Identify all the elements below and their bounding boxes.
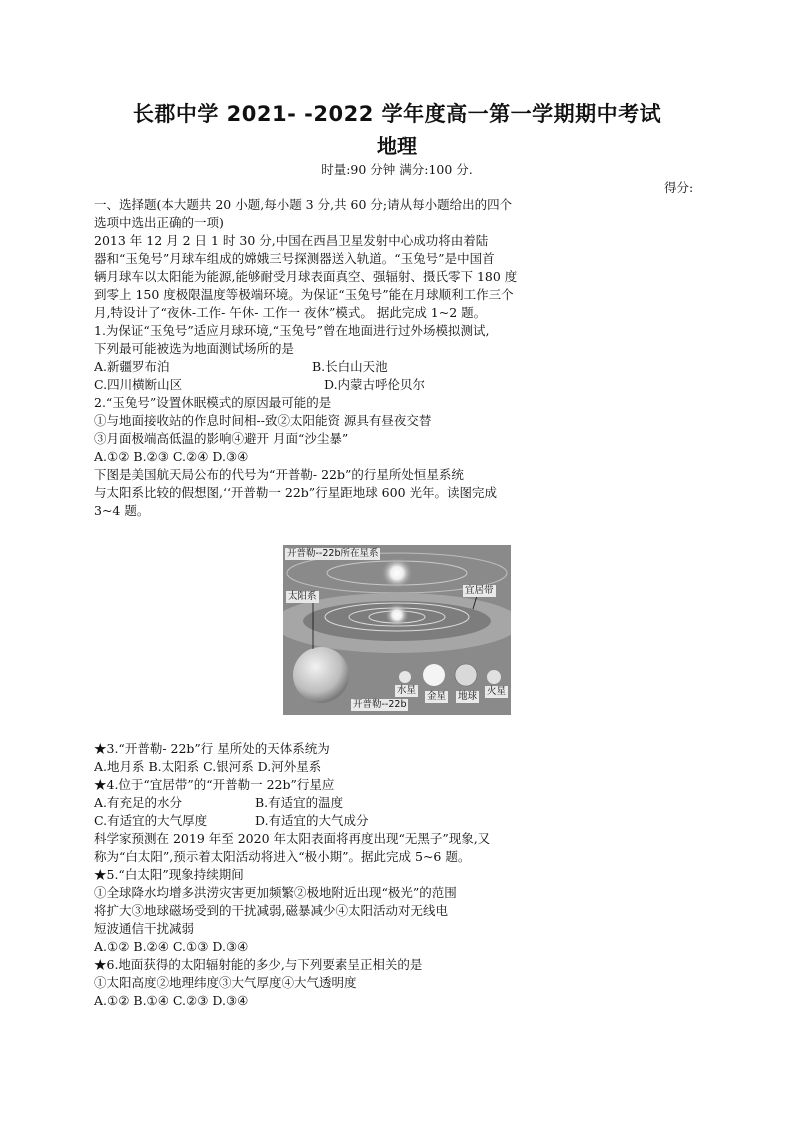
label-kepler22b: 开普勒--22b: [353, 699, 407, 710]
passage1-line2: 器和“玉兔号”月球车组成的嫦娥三号探测器送入轨道。“玉兔号”是中国首: [94, 251, 495, 266]
section-heading-line1: 一、选择题(本大题共 20 小题,每小题 3 分,共 60 分;请从每小题给出的四个: [94, 197, 513, 212]
label-venus: 金星: [427, 691, 447, 702]
q4-option-d: D.有适宜的大气成分: [255, 813, 369, 828]
label-solar-system: 太阳系: [288, 591, 317, 602]
sun: [385, 603, 409, 627]
question5-stem: ★5.“白太阳”现象持续期间: [94, 867, 244, 882]
kepler22b-planet: [293, 647, 349, 703]
passage1-line1: 2013 年 12 月 2 日 1 时 30 分,中国在西昌卫星发射中心成功将由着陆: [94, 233, 489, 248]
section-heading-line2: 选项中选出正确的一项): [94, 215, 224, 230]
question5-statements2: 将扩大③地球磁场受到的干扰减弱,磁暴减少④太阳活动对无线电: [94, 903, 448, 918]
passage1-line3: 辆月球车以太阳能为能源,能够耐受月球表面真空、强辐射、摄氏零下 180 度: [94, 269, 518, 284]
label-habitable-zone: 宜居带: [465, 585, 494, 596]
score-label: 得分:: [664, 180, 694, 195]
subject-title: 地理: [377, 134, 417, 158]
question2-statements1: ①与地面接收站的作息时间相--致②太阳能资 源具有昼夜交替: [94, 413, 432, 428]
passage1-line5: 月,特设计了“夜休-工作- 午休- 工作一 夜休”模式。 据此完成 1~2 题。: [94, 305, 487, 320]
label-mars: 火星: [487, 686, 507, 697]
question5-statements1: ①全球降水均增多洪涝灾害更加频繁②极地附近出现“极光”的范围: [94, 885, 457, 900]
question1-line1: 1.为保证“玉兔号”适应月球环境,“玉兔号”曾在地面进行过外场模拟测试,: [94, 323, 490, 338]
mercury-planet: [399, 671, 411, 683]
q4-option-b: B.有适宜的温度: [255, 795, 344, 810]
question6-options: A.①② B.①④ C.②③ D.③④: [94, 993, 249, 1008]
label-earth: 地球: [458, 691, 478, 702]
exam-title: 长郡中学 2021- -2022 学年度高一第一学期期中考试: [132, 102, 662, 126]
q4-option-c: C.有适宜的大气厚度: [94, 813, 208, 828]
label-kepler-system: 开普勒--22b所在星系: [287, 548, 379, 559]
question3-options: A.地月系 B.太阳系 C.银河系 D.河外星系: [94, 759, 322, 774]
passage2-line1: 下图是美国航天局公布的代号为“开普勒- 22b”的行星所处恒星系统: [94, 467, 464, 482]
question5-options: A.①② B.②④ C.①③ D.③④: [94, 939, 249, 954]
passage2-line3: 3~4 题。: [94, 503, 150, 518]
passage3-line1: 科学家预测在 2019 年至 2020 年太阳表面将再度出现“无黑子”现象,又: [94, 831, 491, 846]
exam-meta: 时量:90 分钟 满分:100 分.: [321, 162, 473, 177]
kepler-figure: [283, 545, 511, 715]
question5-statements3: 短波通信干扰减弱: [94, 921, 195, 936]
venus-planet: [423, 664, 445, 686]
q1-option-b: B.长白山天池: [312, 359, 388, 374]
question6-statements: ①太阳高度②地理纬度③大气厚度④大气透明度: [94, 975, 357, 990]
mars-planet: [487, 670, 501, 684]
question3-stem: ★3.“开普勒- 22b”行 星所处的天体系统为: [94, 741, 330, 756]
passage1-line4: 到零上 150 度极限温度等极端环境。为保证“玉兔号”能在月球顺利工作三个: [94, 287, 514, 302]
passage2-line2: 与太阳系比较的假想图,‘‘开普勒一 22b”行星距地球 600 光年。读图完成: [94, 485, 497, 500]
question2-options: A.①② B.②③ C.②④ D.③④: [94, 449, 249, 464]
q4-option-a: A.有充足的水分: [94, 795, 183, 810]
q1-option-c: C.四川横断山区: [94, 377, 183, 392]
kepler-star: [381, 557, 413, 589]
question2-stem: 2.“玉兔号”设置休眠模式的原因最可能的是: [94, 395, 332, 410]
question4-stem: ★4.位于“宜居带”的“开普勒一 22b”行星应: [94, 777, 335, 792]
earth-planet: [455, 664, 477, 686]
passage3-line2: 称为“白太阳”,预示着太阳活动将进入“极小期”。据此完成 5~6 题。: [94, 849, 471, 864]
label-mercury: 水星: [397, 685, 417, 696]
question1-line2: 下列最可能被选为地面测试场所的是: [94, 341, 295, 356]
q1-option-d: D.内蒙古呼伦贝尔: [324, 377, 426, 392]
q1-option-a: A.新疆罗布泊: [94, 359, 170, 374]
question2-statements2: ③月面极端高低温的影响④避开 月面“沙尘暴”: [94, 431, 349, 446]
question6-stem: ★6.地面获得的太阳辐射能的多少,与下列要素呈正相关的是: [94, 957, 423, 972]
